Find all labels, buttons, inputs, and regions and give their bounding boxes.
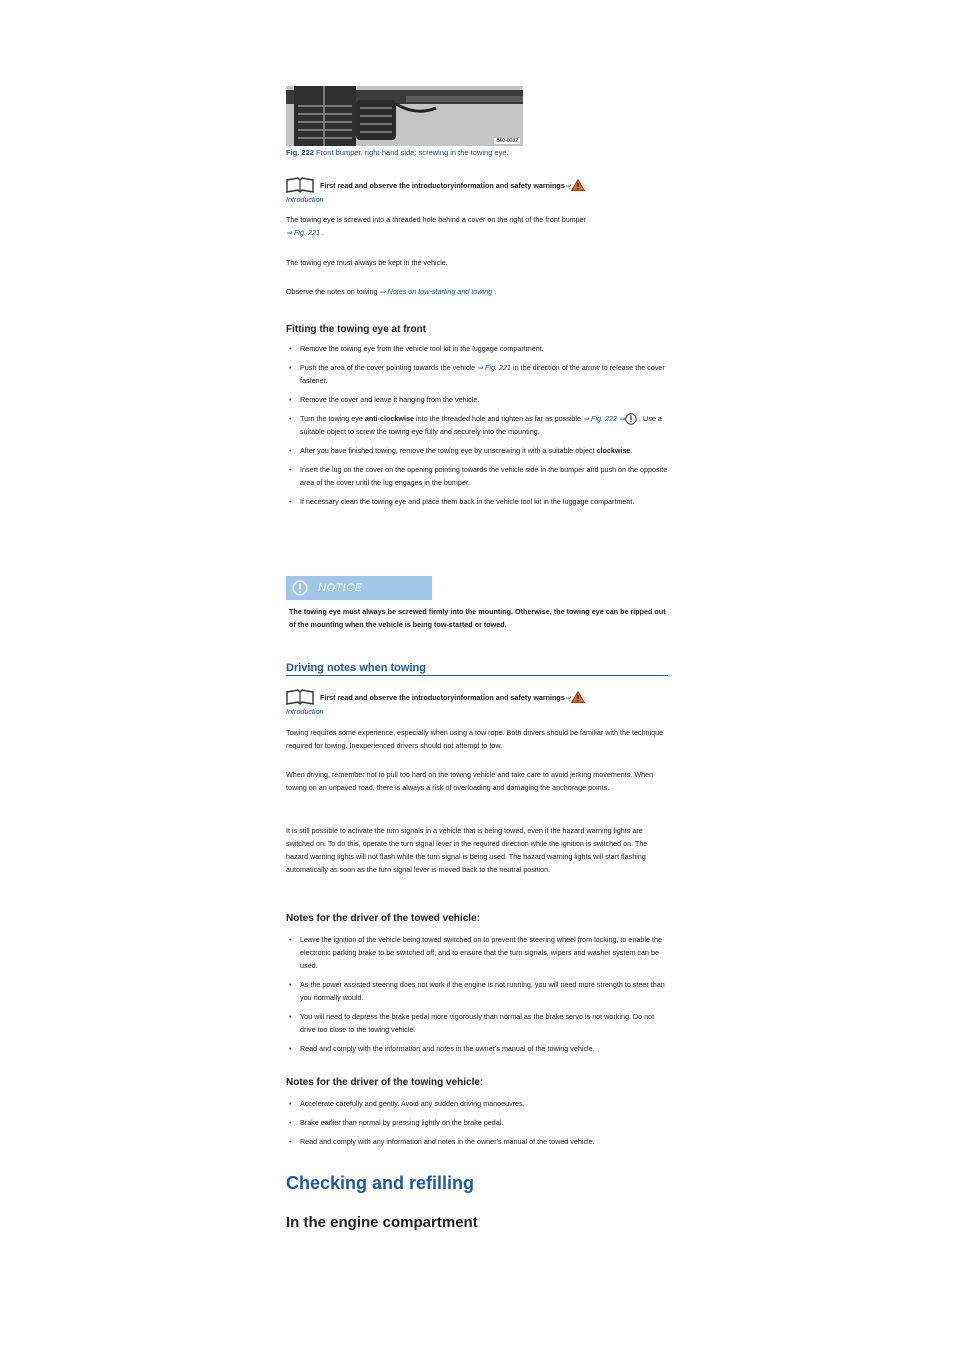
- list-item: [286, 1042, 668, 1055]
- fig-221-link[interactable]: ⇒ Fig. 221: [477, 363, 511, 372]
- list-item: [286, 978, 668, 1004]
- introduction-link[interactable]: Introduction: [286, 195, 324, 204]
- list-item-text: If necessary clean the towing eye and place them back in the vehicle tool kit in the luggage compartment.: [300, 497, 635, 507]
- fig-222-link[interactable]: ⇒ Fig. 222 ⇒: [583, 414, 626, 423]
- notice-body: The towing eye must always be screwed firmly into the mounting. Otherwise, the towing eye can be ripped out of the mounting when the vehicle is being tow-started or towed.: [289, 607, 666, 629]
- list-item-text: . Use a suitable object to screw the towing eye fully and securely into the mounting.: [300, 414, 662, 437]
- read-first-block: [286, 176, 585, 204]
- list-item-text: Turn the towing eye: [300, 414, 365, 423]
- figure-label: Fig. 222: [286, 148, 314, 157]
- checking-refilling-heading: Checking and refilling: [286, 1173, 475, 1193]
- towing-vehicle-list: [286, 1097, 668, 1154]
- list-item-bold: anti-clockwise: [364, 414, 414, 423]
- figure-code: B60-0032: [496, 138, 518, 144]
- list-item: [286, 444, 668, 457]
- book-icon: [286, 689, 314, 705]
- book-icon: [286, 177, 314, 193]
- list-item: [286, 412, 668, 438]
- paragraph-observe-notes: [286, 285, 668, 298]
- list-item: [286, 1010, 668, 1036]
- figure-photo: [286, 86, 523, 146]
- paragraph-avoid-jerking: When driving, remember not to pull too hard on the towing vehicle and take care to avoid jerking movements. When towing on an unpaved road, there is always a risk of overloading and damaging the anchorage points.: [286, 770, 654, 792]
- figure-caption-text: Front bumper, right-hand side: screwing in the towing eye.: [313, 148, 509, 157]
- notice-banner: [286, 576, 432, 600]
- read-first-text: First read and observe the introductoryinformation and safety warnings: [320, 180, 565, 190]
- list-item-text: Push the area of the cover pointing towards the vehicle: [300, 363, 477, 372]
- list-item-text: Insert the lug on the cover on the opening pointing towards the vehicle side in the bumper and push on the opposite area of the cover until the lug engages in the bumper.: [300, 465, 668, 488]
- list-item: [286, 495, 668, 508]
- list-item-text: Read and comply with the information and notes in the owner's manual of the towing vehicle.: [300, 1044, 595, 1053]
- paragraph-end: .: [320, 228, 324, 237]
- list-item: [286, 342, 668, 355]
- paragraph-text: Observe the notes on towing: [286, 287, 380, 296]
- figure-caption: [286, 148, 509, 157]
- towed-vehicle-list: [286, 933, 668, 1061]
- read-first-block: [286, 688, 585, 716]
- list-item: [286, 361, 668, 387]
- engine-compartment-heading: In the engine compartment: [286, 1214, 478, 1231]
- paragraph-turn-signals: It is still possible to activate the turn signals in a vehicle that is being towed, even if the hazard warning lights are switched on. To do this, operate the turn signal lever in the required direction while the ignition is switched on. The hazard warning lights will not flash while the turn signal is being used. The hazard warning lights will start flashing automatically as soon as the turn signal lever is moved back to the neutral position.: [286, 826, 648, 874]
- notice-label: NOTICE: [318, 582, 363, 594]
- list-item: [286, 933, 668, 972]
- paragraph-keep-in-vehicle: The towing eye must always be kept in the vehicle.: [286, 258, 448, 267]
- paragraph-text: The towing eye is screwed into a threaded hole behind a cover on the right of the front bumper: [286, 215, 587, 224]
- list-item-text: Read and comply with any information and notes in the owner's manual of the towed vehicle.: [300, 1137, 595, 1146]
- notice-circle-icon: [292, 580, 308, 596]
- read-first-arrow[interactable]: ⇒: [564, 180, 571, 190]
- list-item-text: Brake earlier than normal by pressing lightly on the brake pedal.: [300, 1118, 504, 1127]
- list-item-text: You will need to depress the brake pedal more vigorously than normal as the brake servo is not working. Do not drive too close to the towing vehicle.: [300, 1012, 655, 1034]
- paragraph-towing-experience: Towing requires some experience, especially when using a tow rope. Both drivers should be familiar with the technique required for towing. Inexperienced drivers should not attempt to tow.: [286, 728, 664, 750]
- list-item-text: Accelerate carefully and gently. Avoid any sudden driving manoeuvres.: [300, 1099, 525, 1108]
- fitting-heading: Fitting the towing eye at front: [286, 324, 426, 335]
- list-item-bold: clockwise: [596, 446, 631, 456]
- list-item-text: After you have finished towing, remove the towing eye by unscrewing it with a suitable object: [300, 446, 597, 456]
- list-item: [286, 463, 668, 489]
- list-item-text: in the direction of the arrow to release the cover fastener.: [300, 363, 665, 385]
- warning-triangle-icon: [571, 691, 585, 703]
- driving-notes-heading: Driving notes when towing: [286, 662, 668, 676]
- warning-triangle-icon: [571, 179, 585, 191]
- list-item-text: Leave the ignition of the vehicle being towed switched on to prevent the steering wheel from locking, to enable the electronic parking brake to be switched off, and to ensure that the turn signals, wipers and washer system can be used.: [300, 935, 663, 970]
- list-item-text: Remove the towing eye from the vehicle tool kit in the luggage compartment.: [300, 344, 544, 353]
- list-item: [286, 393, 668, 406]
- list-item-text: As the power assisted steering does not work if the engine is not running, you will need more strength to steer than you normally would.: [300, 980, 665, 1002]
- fig-221-link[interactable]: ⇒ Fig. 221: [286, 228, 320, 237]
- notice-circle-icon: [625, 413, 637, 425]
- list-item: [286, 1097, 668, 1110]
- list-item: [286, 1135, 668, 1148]
- paragraph-threaded-hole: [286, 213, 668, 239]
- read-first-text: First read and observe the introductoryinformation and safety warnings: [320, 692, 565, 702]
- list-item: [286, 1116, 668, 1129]
- list-item-text: Remove the cover and leave it hanging from the vehicle.: [300, 395, 480, 404]
- fitting-list: [286, 342, 668, 514]
- towed-vehicle-heading: Notes for the driver of the towed vehicle:: [286, 913, 480, 924]
- list-item-text: into the threaded hole and tighten as far as possible: [414, 414, 584, 423]
- introduction-link[interactable]: Introduction: [286, 707, 324, 716]
- bumper-illustration: [286, 86, 523, 146]
- paragraph-end: .: [492, 287, 497, 296]
- notes-towing-link[interactable]: ⇒ Notes on tow-starting and towing: [379, 287, 493, 296]
- towing-vehicle-heading: Notes for the driver of the towing vehicle:: [286, 1077, 484, 1088]
- list-item-text: .: [630, 446, 633, 456]
- read-first-arrow[interactable]: ⇒: [564, 692, 571, 702]
